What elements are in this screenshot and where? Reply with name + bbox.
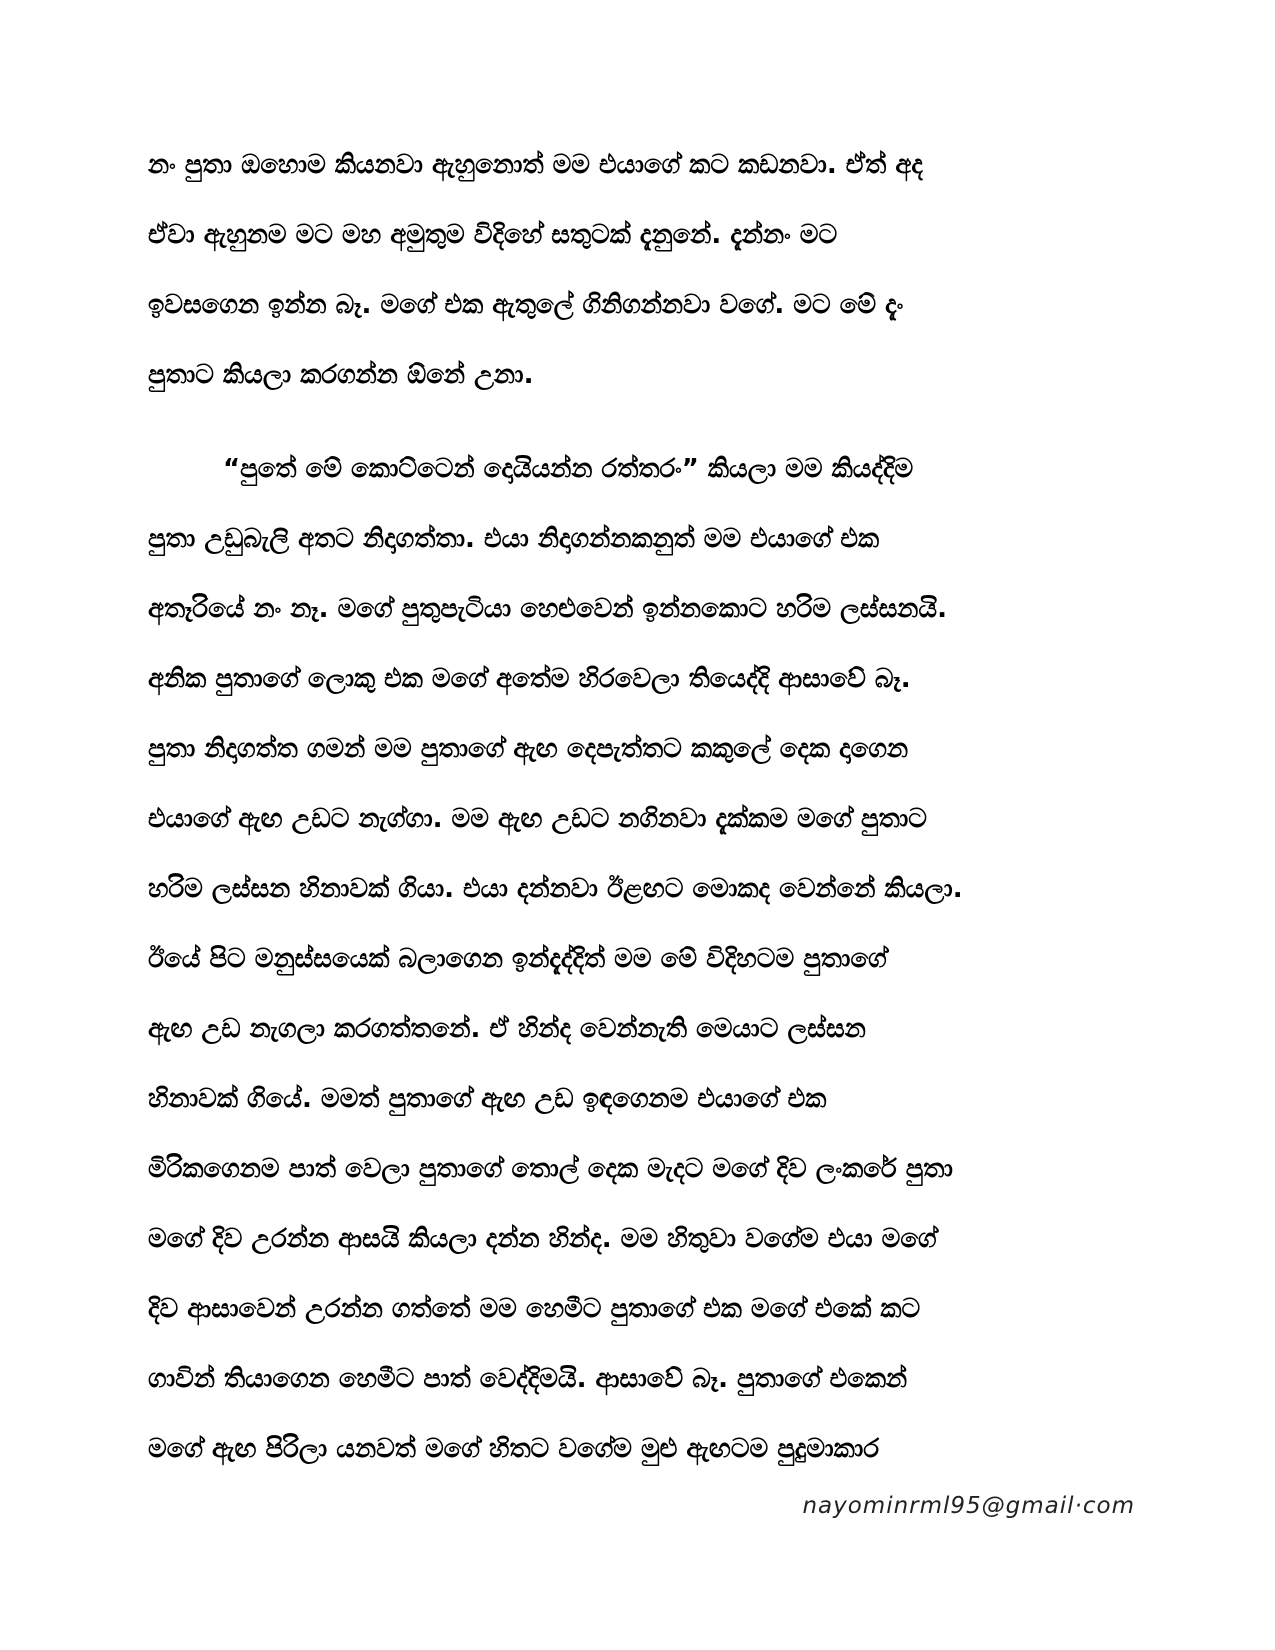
- text-line: ගාවින් තියාගෙන හෙමීට පාත් වෙද්දිමයි. ආසාවේ බෑ. පුතාගේ එකෙන්: [148, 1364, 908, 1394]
- paragraph-spacer: [148, 422, 1128, 446]
- text-line: මගේ ඇඟ පිරිලා යනවත් මගේ හිතට වගේම මුළු ඇඟටම පුදුමාකාර: [148, 1434, 880, 1464]
- body-text: [148, 142, 1128, 1496]
- text-line: අනික පුතාගේ ලොකු එක මගේ අතේම හිරවෙලා තියෙද්දි ආසාවේ බෑ.: [148, 664, 911, 694]
- text-line: දිව ආසාවෙන් උරන්න ගත්තේ මම හෙමීට පුතාගේ එක මගේ එකේ කට: [148, 1294, 921, 1324]
- text-line: මිරිකගෙනම පාත් වෙලා පුතාගේ තොල් දෙක මැදට මගේ දිව ලංකරේ පුතා: [148, 1154, 953, 1184]
- paragraph-1: [148, 142, 1128, 422]
- text-line: ඊයේ පිට මනුස්සයෙක් බලාගෙන ඉන්දැද්දිත් මම මේ විදිහටම පුතාගේ: [148, 944, 887, 974]
- text-line: හිනාවක් ගියේ. මමත් පුතාගේ ඇඟ උඩ ඉඳගෙනම එයාගේ එක: [148, 1084, 827, 1114]
- paragraph-2: [148, 446, 1128, 1496]
- text-line: ඇඟ උඩ නැගලා කරගත්තනේ. ඒ හින්ද වෙන්නැති මෙයාට ලස්සන: [148, 1014, 866, 1044]
- text-line: “පුතේ මේ කොට්ටෙන් දොයියන්න රත්තරං” කියලා මම කියද්දිම: [223, 454, 914, 484]
- footer-email: nayominrml95@gmail·com: [802, 1493, 1135, 1519]
- text-line: පුතා නිදාගත්ත ගමන් මම පුතාගේ ඇඟ දෙපැත්තට කකුලේ දෙක දාගෙන: [148, 734, 909, 764]
- text-line: මගේ දිව උරන්න ආසයි කියලා දන්න හින්ද. මම හිතුවා වගේම එයා මගේ: [148, 1224, 937, 1254]
- text-line: හරිම ලස්සන හිනාවක් ගියා. එයා දන්නවා ඊළඟට මොකද වෙන්නේ කියලා.: [148, 874, 963, 904]
- text-line: ඉවසගෙන ඉන්න බෑ. මගේ එක ඇතුලේ ගිනිගන්නවා වගේ. මට මේ දැං: [148, 290, 904, 320]
- text-line: ඒවා ඇහුනම මට මහ අමුතුම විදිහේ සතුටක් දැනුනේ. දැන්නං මට: [148, 220, 838, 250]
- text-line: නං පුතා ඔහොම කියනවා ඇහුනොත් මම එයාගේ කට කඩනවා. ඒත් අද: [148, 150, 923, 180]
- text-line: පුතාට කියලා කරගන්න ඕනේ උනා.: [148, 360, 534, 390]
- text-line: අතෑරියේ නං නෑ. මගේ පුතුපැටියා හෙළුවෙන් ඉන්නකොට හරිම ලස්සනයි.: [148, 594, 947, 624]
- text-line: පුතා උඩුබැලි අතට නිදාගත්තා. එයා නිදාගන්නකනුත් මම එයාගේ එක: [148, 524, 880, 554]
- text-line: එයාගේ ඇඟ උඩට නැග්ගා. මම ඇඟ උඩට නගිනවා දැක්කම මගේ පුතාට: [148, 804, 927, 834]
